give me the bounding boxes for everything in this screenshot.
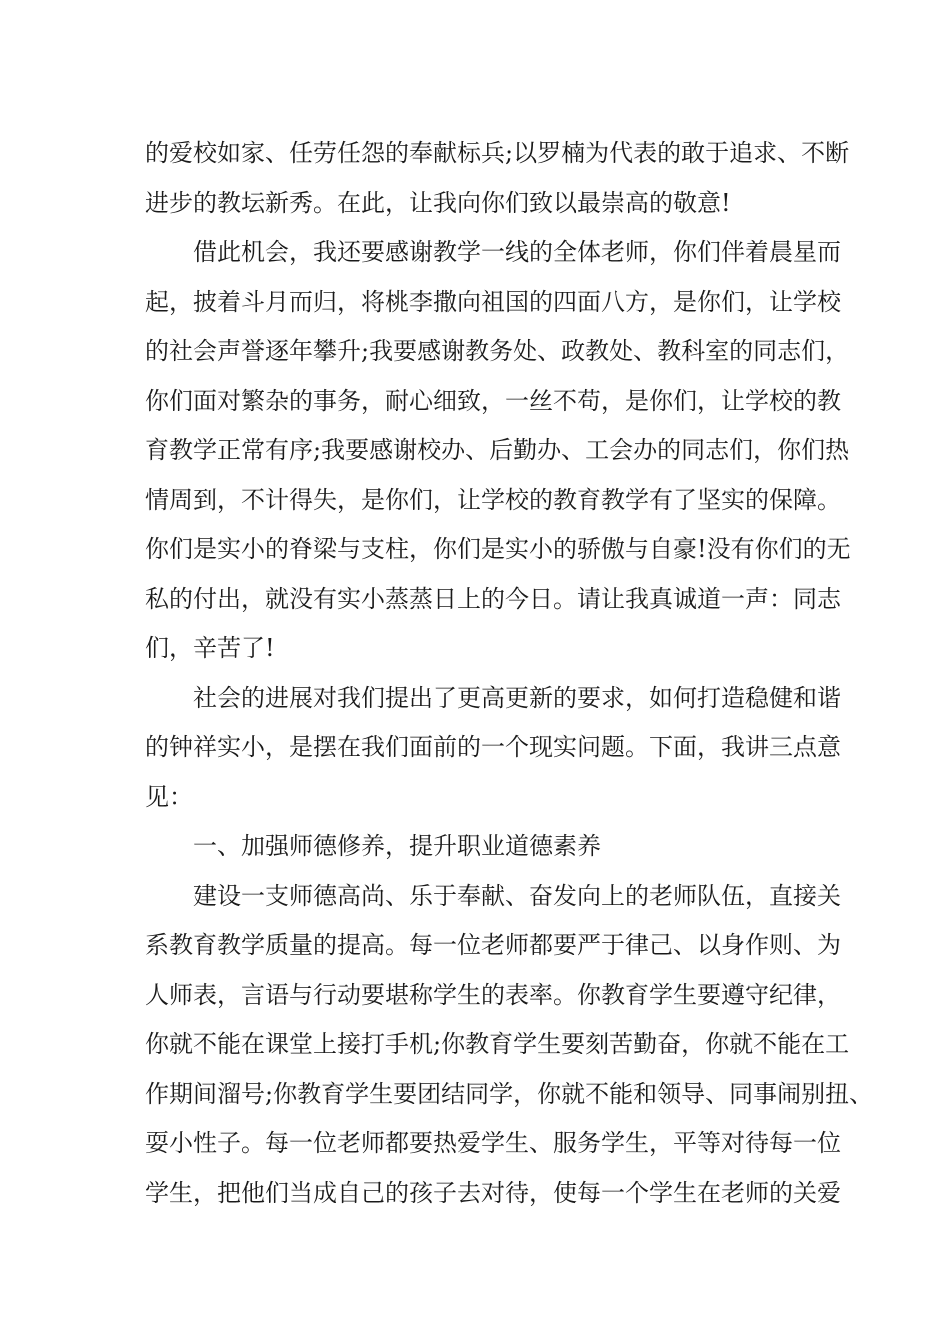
- text-line: 育教学正常有序;我要感谢校办、后勤办、工会办的同志们，你们热: [145, 436, 850, 464]
- text-line: 借此机会，我还要感谢教学一线的全体老师，你们伴着晨星而: [193, 238, 841, 266]
- text-line: 社会的进展对我们提出了更高更新的要求，如何打造稳健和谐: [193, 683, 841, 712]
- text-line: 作期间溜号;你教育学生要团结同学，你就不能和领导、同事闹别扭、: [145, 1079, 874, 1108]
- text-line: 情周到，不计得失，是你们，让学校的教育教学有了坚实的保障。: [145, 485, 841, 514]
- text-line: 们，辛苦了!: [145, 634, 275, 662]
- text-line: 起，披着斗月而归，将桃李撒向祖国的四面八方，是你们，让学校: [145, 287, 841, 316]
- text-line: 学生，把他们当成自己的孩子去对待，使每一个学生在老师的关爱: [145, 1178, 841, 1207]
- text-line: 你就不能在课堂上接打手机;你教育学生要刻苦勤奋，你就不能在工: [145, 1030, 850, 1058]
- text-line: 的爱校如家、任劳任怨的奉献标兵;以罗楠为代表的敢于追求、不断: [145, 139, 850, 167]
- document-body: [145, 129, 874, 1218]
- text-line: 私的付出，就没有实小蒸蒸日上的今日。请让我真诚道一声：同志: [145, 584, 841, 613]
- text-line: 建设一支师德高尚、乐于奉献、奋发向上的老师队伍，直接关: [193, 881, 841, 910]
- text-line: 见：: [145, 782, 193, 811]
- text-line: 耍小性子。每一位老师都要热爱学生、服务学生，平等对待每一位: [145, 1129, 841, 1157]
- section-heading: 一、加强师德修养，提升职业道德素养: [193, 832, 601, 860]
- text-line: 你们是实小的脊梁与支柱，你们是实小的骄傲与自豪!没有你们的无: [145, 535, 851, 563]
- text-line: 的社会声誉逐年攀升;我要感谢教务处、政教处、教科室的同志们，: [145, 337, 850, 365]
- text-line: 人师表，言语与行动要堪称学生的表率。你教育学生要遵守纪律，: [145, 980, 841, 1009]
- text-line: 你们面对繁杂的事务，耐心细致，一丝不苟，是你们，让学校的教: [145, 386, 841, 415]
- text-line: 的钟祥实小，是摆在我们面前的一个现实问题。下面，我讲三点意: [145, 733, 841, 761]
- text-line: 系教育教学质量的提高。每一位老师都要严于律己、以身作则、为: [145, 931, 841, 959]
- text-line: 进步的教坛新秀。在此，让我向你们致以最崇高的敬意!: [145, 188, 731, 217]
